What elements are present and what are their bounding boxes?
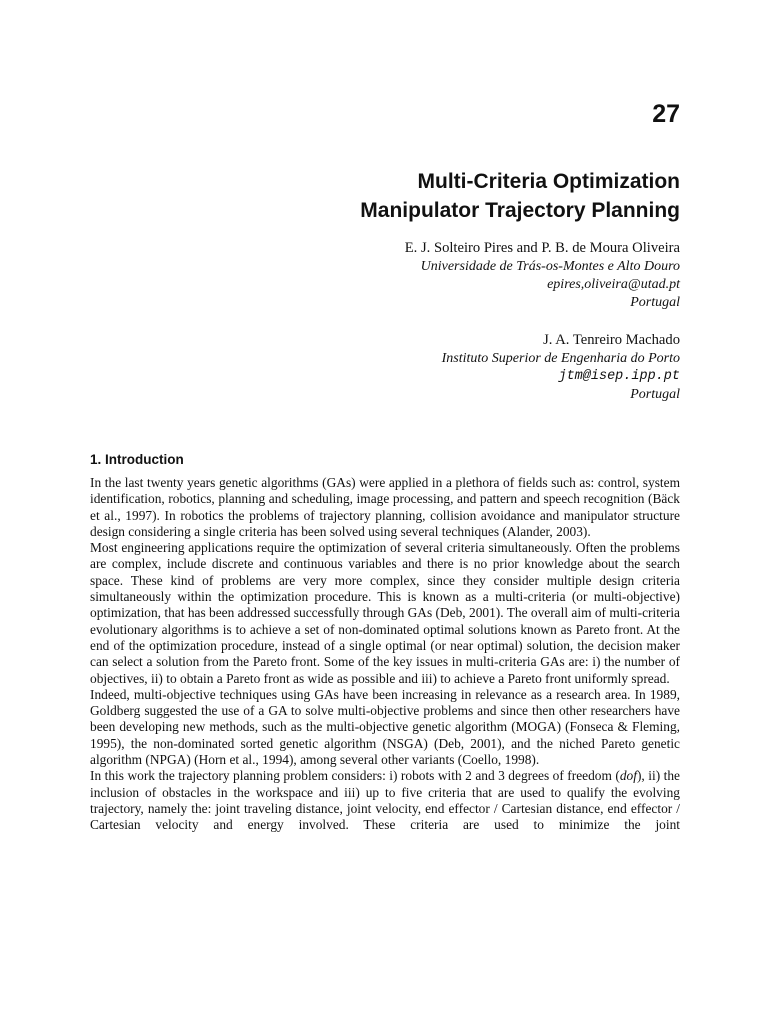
title-line-2: Manipulator Trajectory Planning — [360, 199, 680, 222]
chapter-number: 27 — [652, 100, 680, 128]
text-run: ), ii) the inclusion of obstacles in the workspace and iii) up to five criteria that are used to qualify the evolving trajectory, namely the: joint traveling distance, joint velocity, end effector / Cartesian distance, end effector / Cartesian velocity and energy involved. These criteria are used to minimize the joint — [90, 768, 680, 833]
institution: Universidade de Trás-os-Montes e Alto Douro — [420, 259, 680, 274]
author-names: J. A. Tenreiro Machado — [543, 332, 680, 348]
author-names: E. J. Solteiro Pires and P. B. de Moura Oliveira — [404, 240, 680, 256]
section-heading: 1. Introduction — [90, 452, 184, 467]
country: Portugal — [630, 387, 680, 402]
chapter-title — [360, 167, 680, 225]
country: Portugal — [630, 295, 680, 310]
paragraph: Indeed, multi-objective techniques using GAs have been increasing in relevance as a research area. In 1989, Goldberg suggested the use of a GA to solve multi-objective problems and since then other researchers have been developing new methods, such as the multi-objective genetic algorithm (MOGA) (Fonseca & Fleming, 1995), the non-dominated sorted genetic algorithm (NSGA) (Deb, 2001), and the niched Pareto genetic algorithm (NPGA) (Horn et al., 1994), among several other variants (Coello, 1998). — [90, 686, 680, 768]
italic-term: dof — [619, 768, 637, 784]
affiliation-block-2 — [442, 331, 680, 404]
author-email: jtm@isep.ipp.pt — [558, 369, 680, 384]
institution: Instituto Superior de Engenharia do Porto — [441, 351, 680, 366]
author-email: epires,oliveira@utad.pt — [547, 277, 680, 292]
text-run: In this work the trajectory planning problem considers: i) robots with 2 and 3 degrees of freedom ( — [90, 768, 620, 784]
paragraph: Most engineering applications require the optimization of several criteria simultaneously. Often the problems are complex, include discrete and continuous variables and there is no prior knowledge about the search space. These kind of problems are very more complex, since they consider multiple design criteria simultaneously within the optimization procedure. This is known as a multi-criteria (or multi-objective) optimization, that has been addressed successfully through GAs (Deb, 2001). The overall aim of multi-criteria evolutionary algorithms is to achieve a set of non-dominated optimal solutions known as Pareto front. At the end of the optimization procedure, instead of a single optimal (or near optimal) solution, the decision maker can select a solution from the Pareto front. Some of the key issues in multi-criteria GAs are: i) the number of objectives, ii) to obtain a Pareto front as wide as possible and iii) to achieve a Pareto front uniformly spread. — [90, 540, 680, 686]
title-line-1: Multi-Criteria Optimization — [417, 170, 680, 193]
paragraph — [90, 768, 680, 833]
paragraph: In the last twenty years genetic algorithms (GAs) were applied in a plethora of fields such as: control, system identification, robotics, planning and scheduling, image processing, and pattern and speech recognition (Bäck et al., 1997). In robotics the problems of trajectory planning, collision avoidance and manipulator structure design considering a single criteria has been solved using several techniques (Alander, 2003). — [90, 475, 680, 539]
affiliation-block-1 — [405, 239, 680, 312]
body-text — [90, 475, 680, 834]
document-page — [90, 0, 680, 1024]
